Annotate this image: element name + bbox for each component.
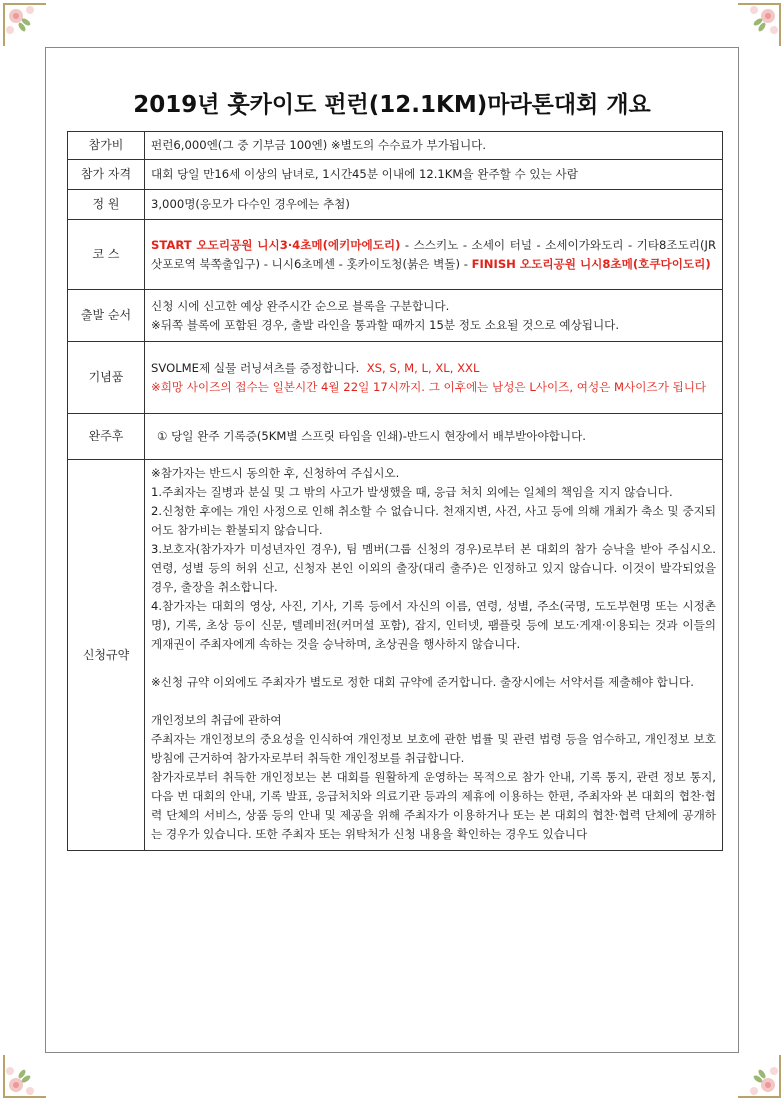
course-middle: - 스스키노 - 소세이 터널 - 소세이가와도리 - 기타8조도리(JR삿포로역 북쪽출입구) - 니시6초메센 - 홋카이도청(붉은 벽돌) - [151,237,717,271]
floral-corner-icon [2,2,48,48]
rules-paragraph: 4.참가자는 대회의 영상, 사진, 기사, 기록 등에서 자신의 이름, 연령, 성별, 주소(국명, 도도부현명 또는 시정촌명), 기록, 초상 등이 신문, 텔레비전(커머셜 포함), 잡지, 인터넷, 팸플릿 등에 보도·게재·이용되는 것과 이들의 게재권이 주최자에게 속하는 것을 승낙하며, 초상권을 행사하지 않습니다. [151,599,716,651]
row-label-fee: 참가비 [68,132,145,160]
table-row-after [68,414,723,460]
row-value-fee: 펀런6,000엔(그 중 기부금 100엔) ※별도의 수수료가 부가됩니다. [145,132,723,160]
gift-note: ※희망 사이즈의 접수는 일본시간 4월 22일 17시까지. 그 이후에는 남성은 L사이즈, 여성은 M사이즈가 됩니다 [151,379,707,394]
row-value-gift [145,342,723,414]
table-row-eligibility [68,160,723,190]
table-row-capacity [68,190,723,220]
rules-paragraph: 1.주최자는 질병과 분실 및 그 밖의 사고가 발생했을 때, 응급 처치 외에는 일체의 책임을 지지 않습니다. [151,485,673,499]
privacy-paragraph-1: 주최자는 개인정보의 중요성을 인식하여 개인정보 보호에 관한 법률 및 관련 법령 등을 엄수하고, 개인정보 보호 방침에 근거하여 참가자로부터 취득한 개인정보를 취급합니다. [151,732,716,765]
table-row-course [68,220,723,290]
table-row-gift [68,342,723,414]
info-table [67,131,723,851]
floral-corner-icon [736,2,782,48]
row-value-course [145,220,723,290]
rules-paragraph: 2.신청한 후에는 개인 사정으로 인해 취소할 수 없습니다. 천재지변, 사건, 사고 등에 의해 개최가 축소 및 중지되어도 참가비는 환불되지 않습니다. [151,504,716,537]
floral-corner-icon [2,1053,48,1099]
rules-paragraph: ※참가자는 반드시 동의한 후, 신청하여 주십시오. [151,466,400,480]
row-label-start-order: 출발 순서 [68,290,145,342]
row-label-gift: 기념품 [68,342,145,414]
row-label-capacity: 정 원 [68,190,145,220]
row-value-after: ① 당일 완주 기록증(5KM별 스프릿 타임을 인쇄)-반드시 현장에서 배부받아야합니다. [145,414,723,460]
row-label-rules: 신청규약 [68,460,145,851]
course-finish: FINISH 오도리공원 니시8초메(호쿠다이도리) [471,256,711,271]
table-row-fee [68,132,723,160]
rules-extra: ※신청 규약 이외에도 주최자가 별도로 정한 대회 규약에 준거합니다. 출장시에는 서약서를 제출해야 합니다. [151,675,694,689]
row-label-course: 코 스 [68,220,145,290]
table-row-rules [68,460,723,851]
gift-line1 [151,359,716,378]
gift-text: SVOLME제 실물 러닝셔츠를 증정합니다. [151,360,360,375]
row-label-eligibility: 참가 자격 [68,160,145,190]
row-label-after: 완주후 [68,414,145,460]
gift-sizes: XS, S, M, L, XL, XXL [366,360,480,375]
row-value-rules [145,460,723,851]
course-start: START 오도리공원 니시3·4초메(에키마에도리) [151,237,401,252]
start-order-line1: 신청 시에 신고한 예상 완주시간 순으로 블록을 구분합니다. [151,298,450,313]
page-title: 2019년 훗카이도 펀런(12.1KM)마라톤대회 개요 [133,92,651,118]
row-value-capacity: 3,000명(응모가 다수인 경우에는 추첨) [145,190,723,220]
table-row-start-order [68,290,723,342]
row-value-start-order [145,290,723,342]
document-frame [45,47,739,1053]
privacy-paragraph-2: 참가자로부터 취득한 개인정보는 본 대회를 원활하게 운영하는 목적으로 참가 안내, 기록 통지, 관련 정보 통지, 다음 번 대회의 안내, 기록 발표, 응급처치와 의료기관 등과의 제휴에 이용하는 한편, 주최자와 본 대회의 협찬·협력 단체의 서비스, 상품 등의 안내 및 제공을 위해 주최자가 이용하거나 또는 본 대회의 협찬·협력 단체에 공개하는 경우가 있습니다. 또한 주최자 또는 위탁처가 신청 내용을 확인하는 경우도 있습니다 [151,770,716,841]
privacy-heading: 개인정보의 취급에 관하여 [151,713,282,727]
rules-paragraph: 3.보호자(참가자가 미성년자인 경우), 팀 멤버(그룹 신청의 경우)로부터 본 대회의 참가 승낙을 받아 주십시오. 연령, 성별 등의 허위 신고, 신청자 본인 이외의 출장(대리 출주)은 인정하고 있지 않습니다. 이것이 발각되었을 경우, 출장을 취소합니다. [151,542,716,594]
row-value-eligibility: 대회 당일 만16세 이상의 남녀로, 1시간45분 이내에 12.1KM을 완주할 수 있는 사람 [145,160,723,190]
start-order-line2: ※뒤쪽 블록에 포함된 경우, 출발 라인을 통과할 때까지 15분 정도 소요될 것으로 예상됩니다. [151,317,620,332]
floral-corner-icon [736,1053,782,1099]
